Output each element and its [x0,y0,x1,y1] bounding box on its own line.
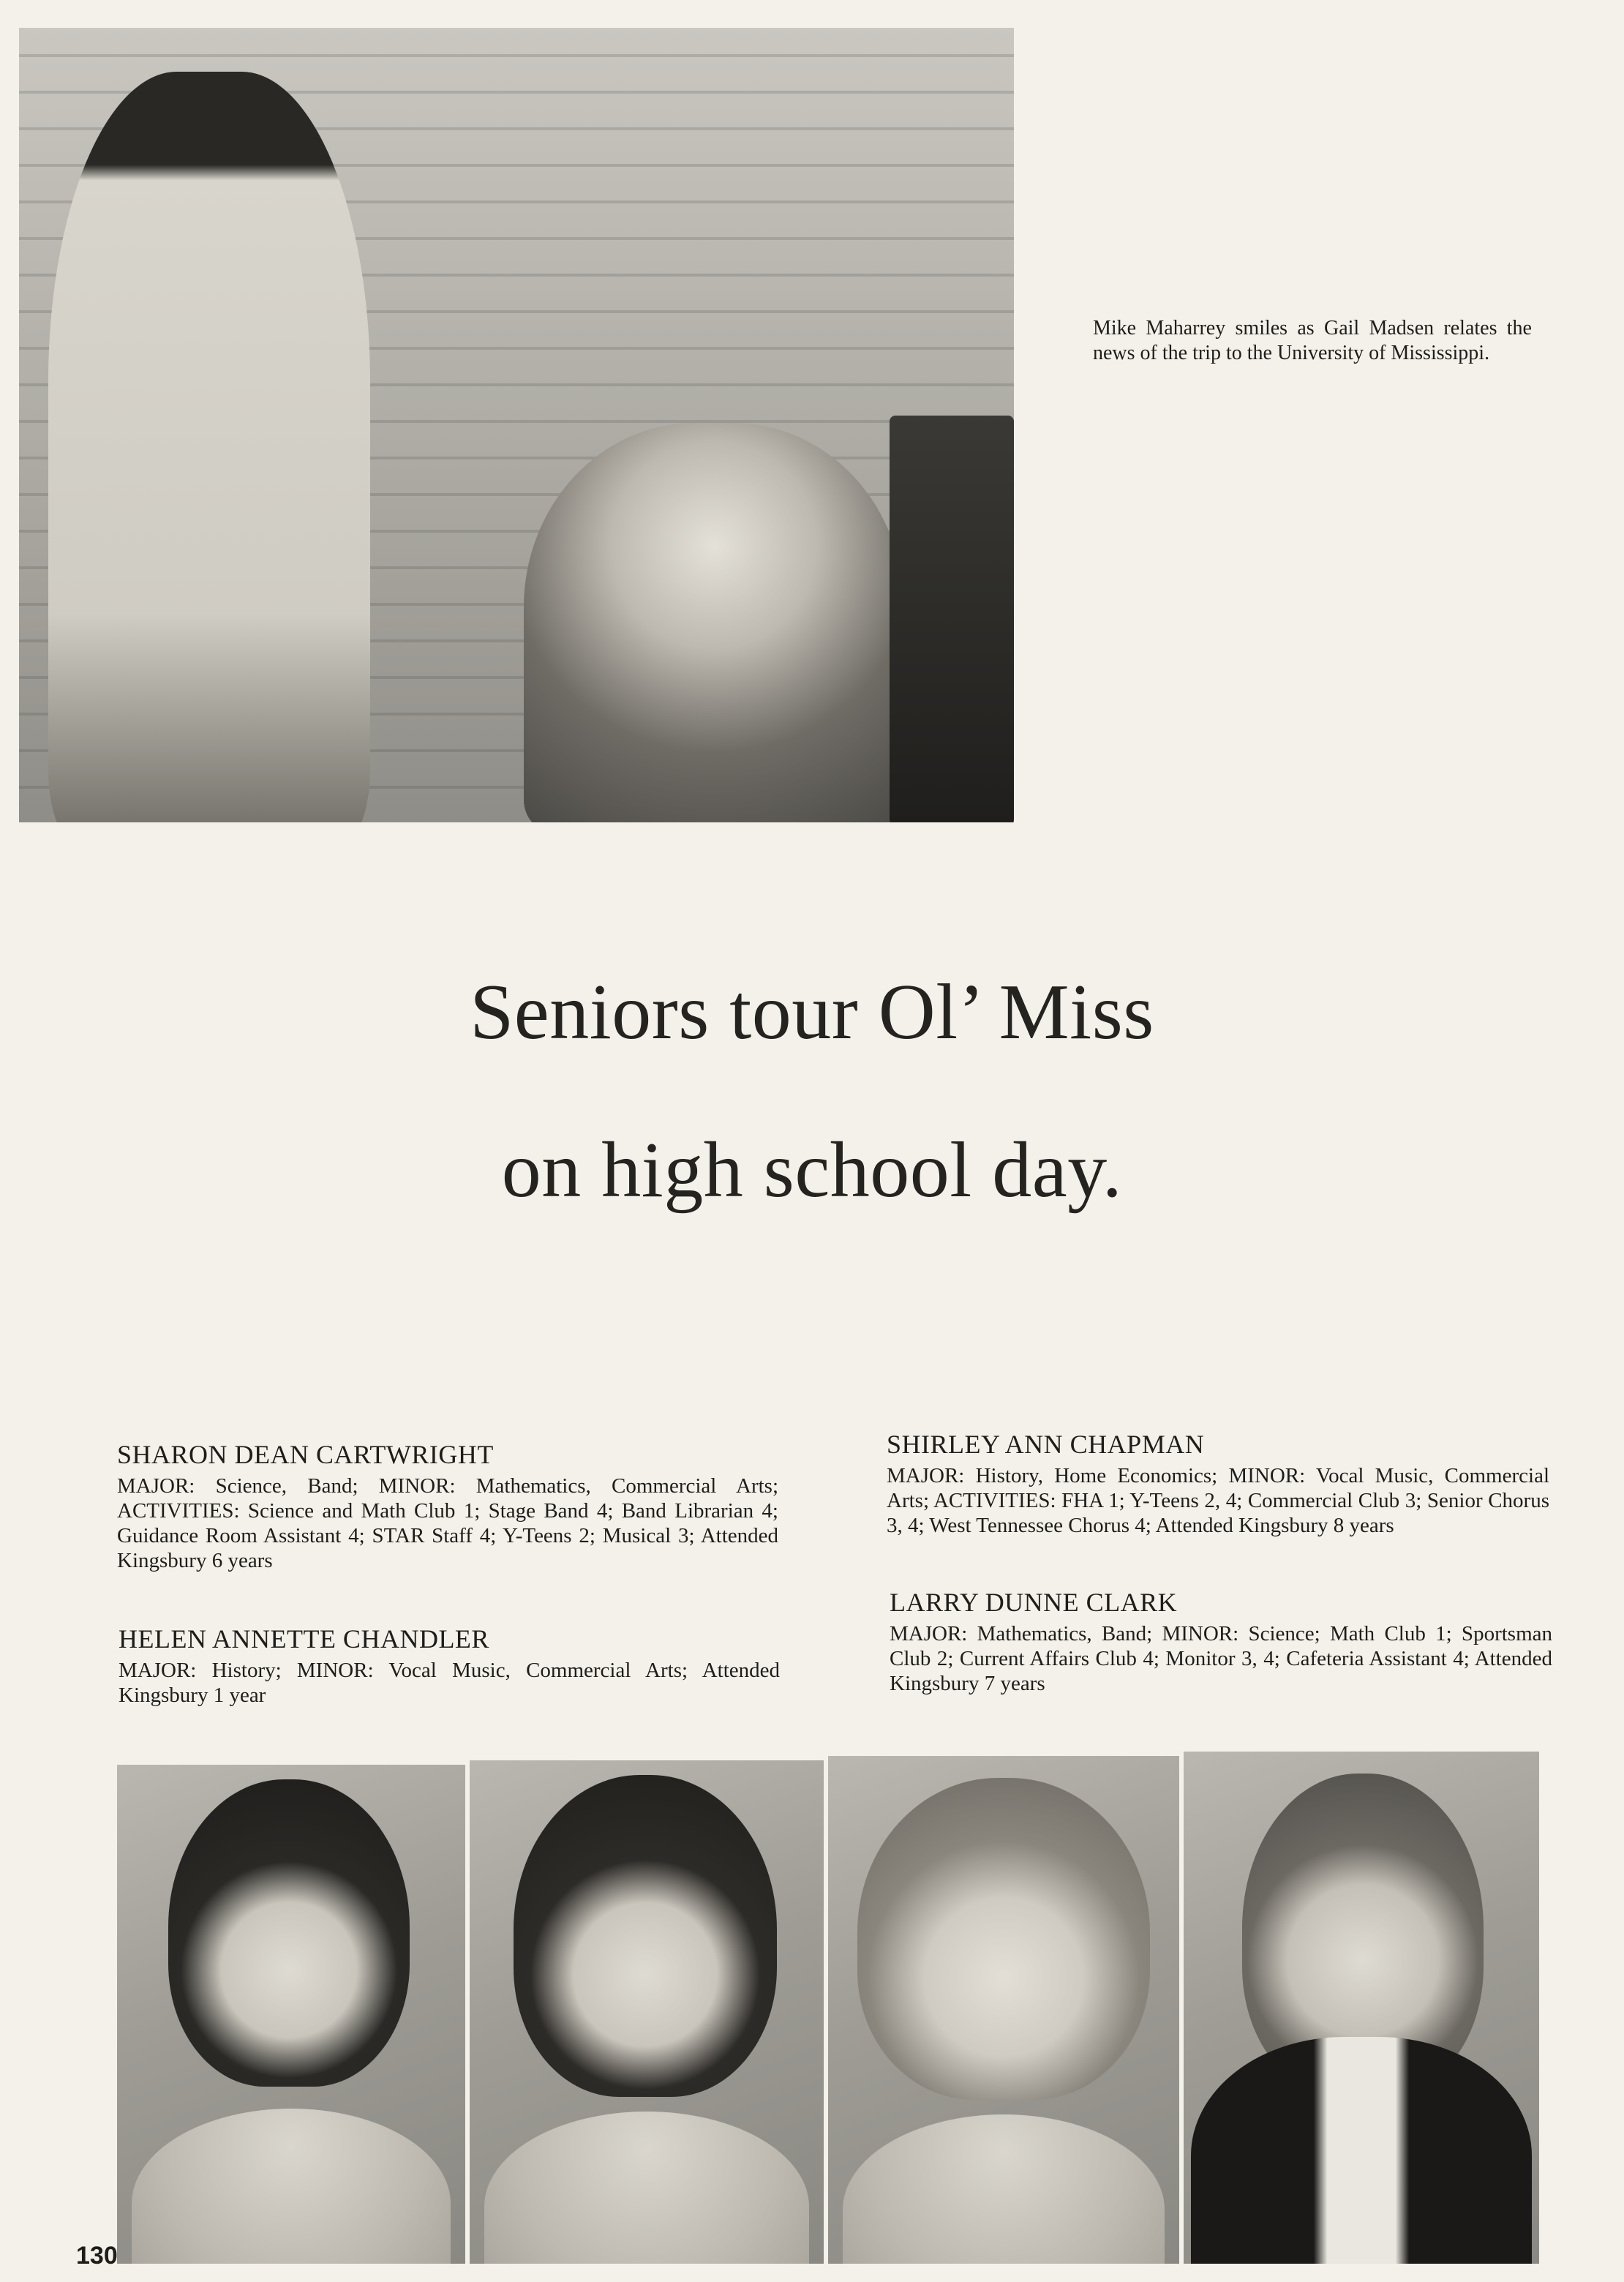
portrait-clark [1184,1752,1539,2264]
photo-caption: Mike Maharrey smiles as Gail Madsen relates the news of the trip to the University of Mississippi. [1093,317,1532,364]
senior-name: HELEN ANNETTE CHANDLER [119,1624,489,1654]
page-number: 130 [76,2242,118,2270]
portrait-cartwright [117,1765,465,2264]
senior-entry-cartwright [117,1438,778,1573]
candid-photo [19,28,1014,822]
senior-details: MAJOR: Mathematics, Band; MINOR: Science; Math Club 1; Sportsman Club 2; Current Affairs Club 4; Monitor 3, 4; Cafeteria Assistant 4; Attended Kingsbury 7 years [890,1622,1552,1695]
senior-name: LARRY DUNNE CLARK [890,1588,1178,1617]
senior-entry-clark [890,1586,1552,1696]
headline-line-2: on high school day. [501,1127,1123,1214]
senior-name: SHARON DEAN CARTWRIGHT [117,1440,494,1469]
senior-details: MAJOR: History, Home Economics; MINOR: Vocal Music, Commercial Arts; ACTIVITIES: FHA 1; Y-Teens 2, 4; Commercial Club 3; Senior Chorus 3, 4; West Tennessee Chorus 4; Attended Kingsbury 8 years [887,1464,1549,1537]
headline-line-1: Seniors tour Ol’ Miss [470,969,1154,1056]
senior-entry-chapman [887,1428,1549,1538]
senior-details: MAJOR: Science, Band; MINOR: Mathematics, Commercial Arts; ACTIVITIES: Science and Math Club 1; Stage Band 4; Band Librarian 4; Guidance Room Assistant 4; STAR Staff 4; Y-Teens 2; Musical 3; Attended Kingsbury 6 years [117,1474,778,1572]
senior-entry-chandler [119,1623,780,1708]
senior-details: MAJOR: History; MINOR: Vocal Music, Commercial Arts; Attended Kingsbury 1 year [119,1659,780,1707]
senior-name: SHIRLEY ANN CHAPMAN [887,1430,1205,1459]
portrait-chandler [470,1760,824,2264]
portrait-chapman [828,1756,1179,2264]
